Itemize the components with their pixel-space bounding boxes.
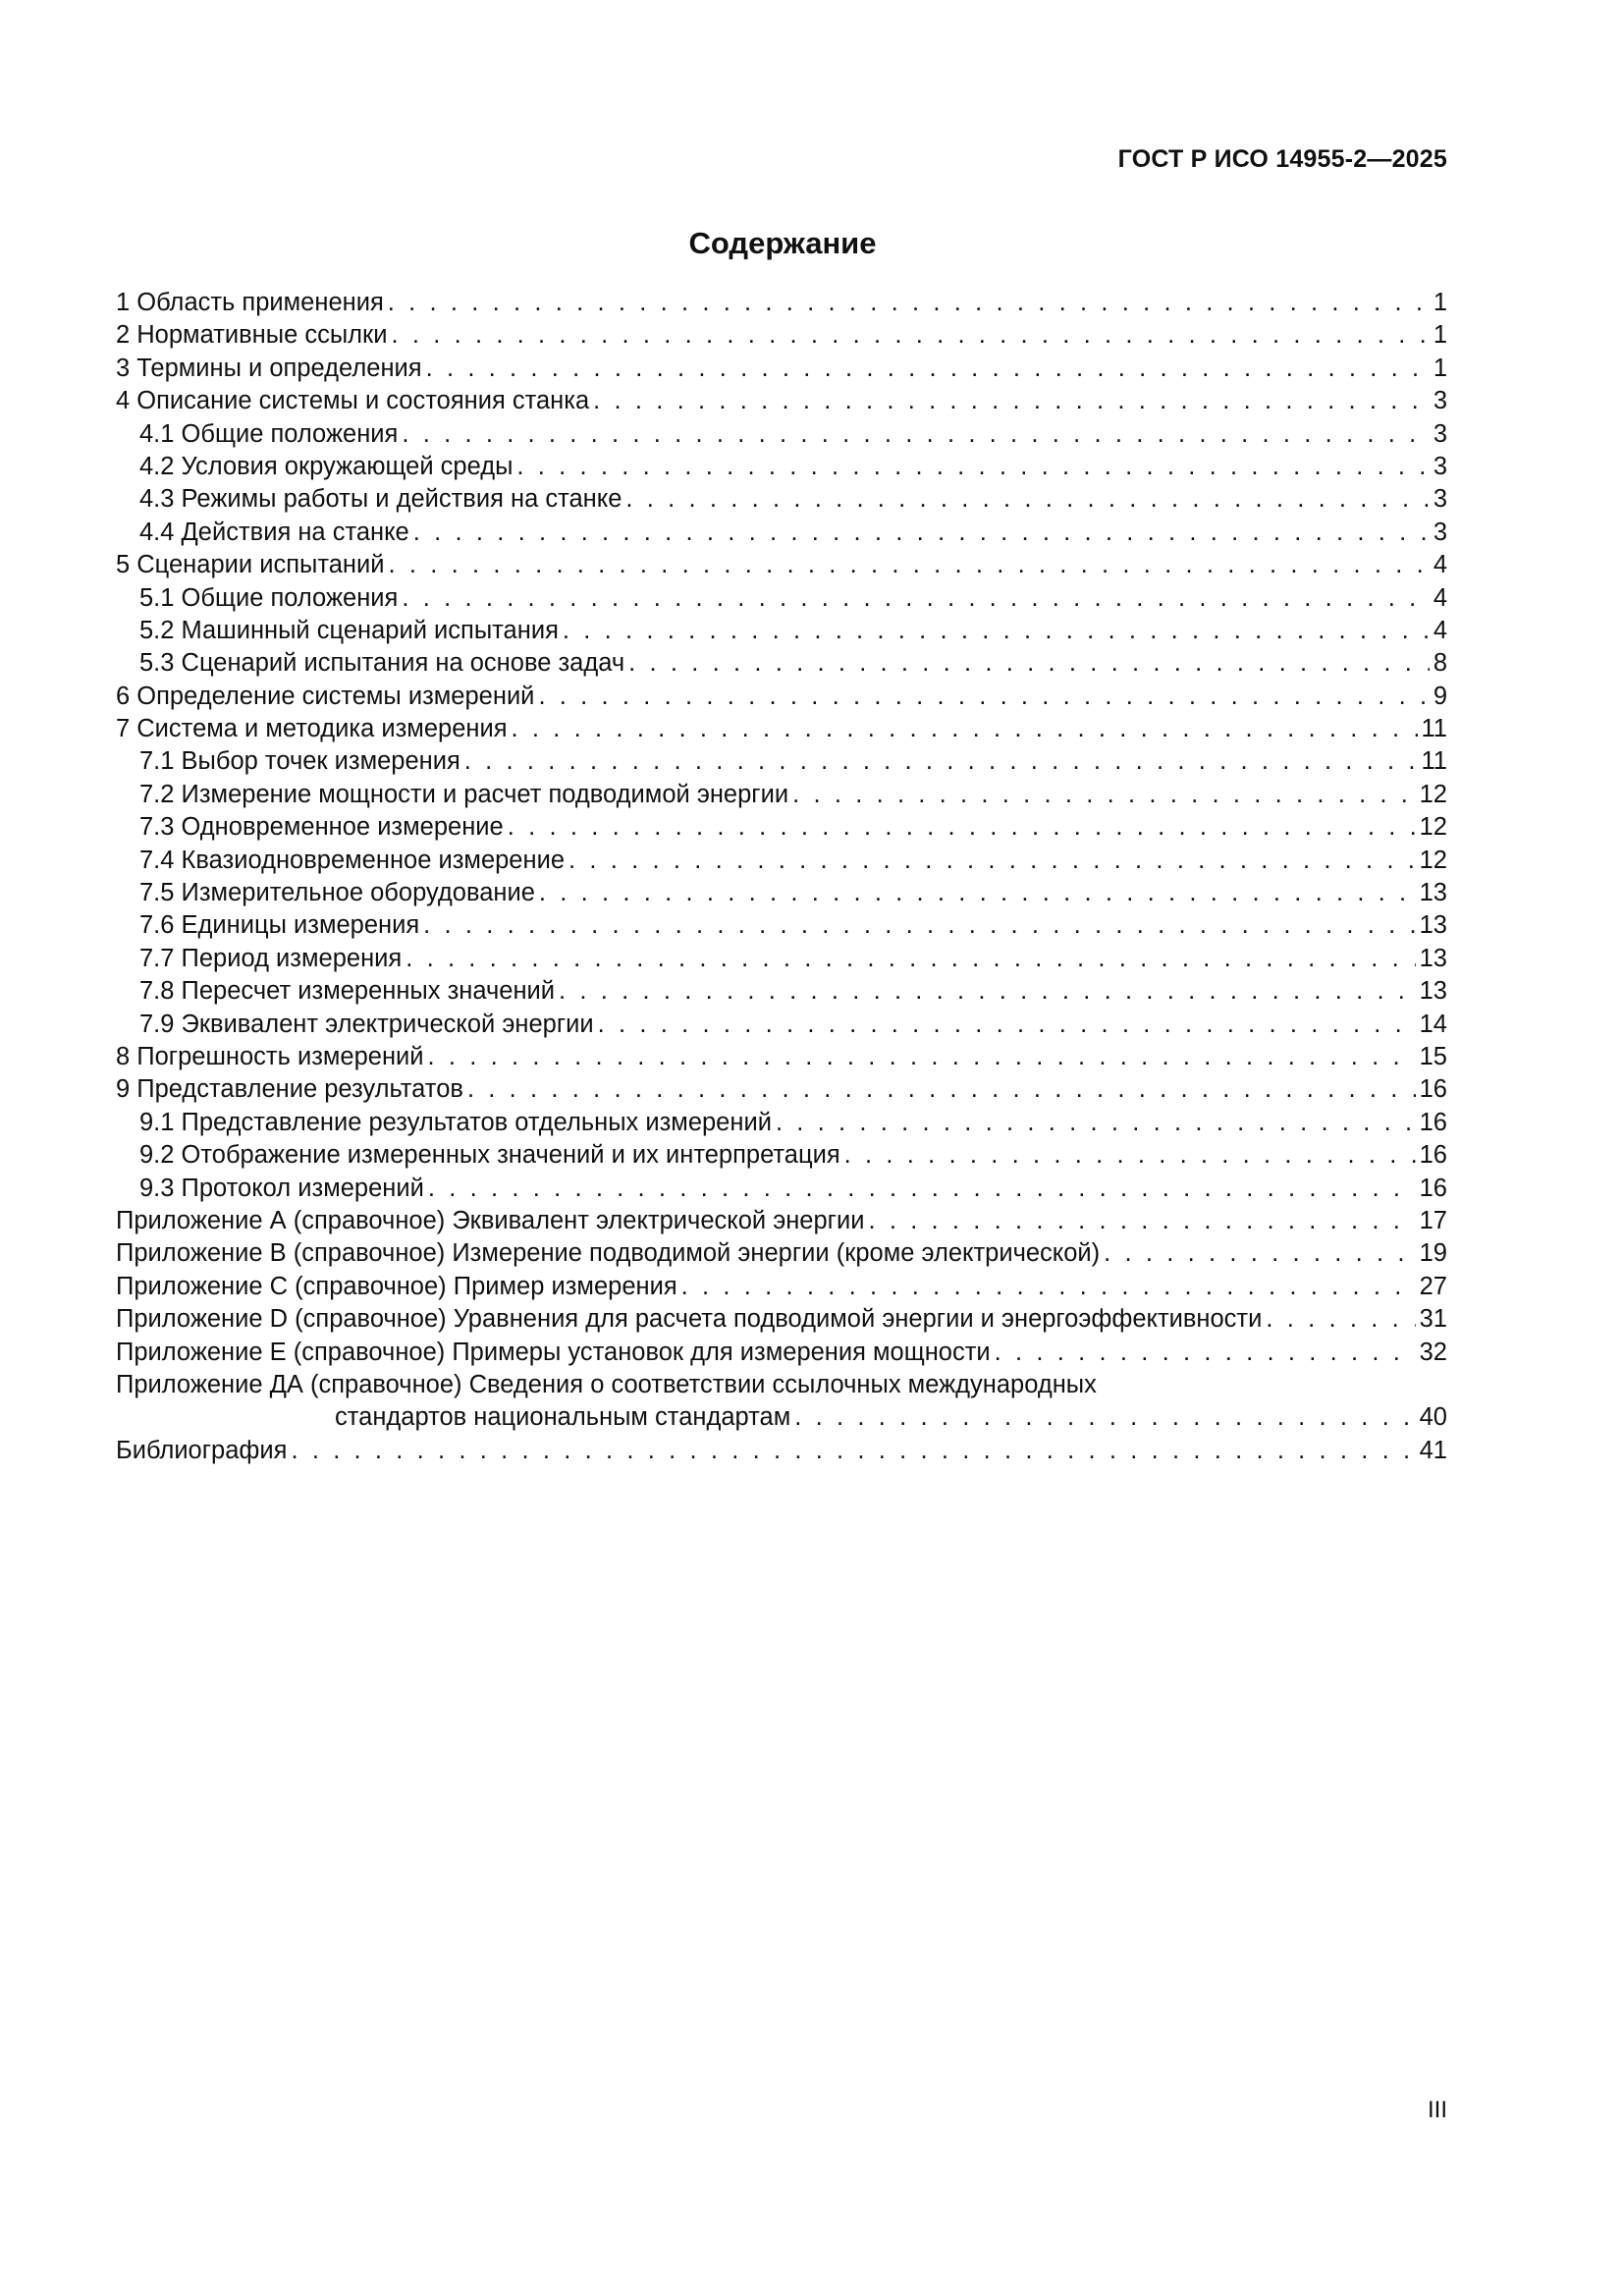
toc-entries <box>116 287 1447 1369</box>
toc-entry-label: 5.2 Машинный сценарий испытания <box>139 615 559 647</box>
toc-entry[interactable] <box>116 1041 1447 1073</box>
toc-entry-page: 13 <box>1419 977 1447 1006</box>
toc-entry[interactable] <box>116 779 1447 811</box>
toc-entry-bibliography[interactable] <box>116 1435 1447 1467</box>
dot-leader <box>868 1205 1415 1237</box>
dot-leader <box>413 517 1430 549</box>
toc-entry[interactable] <box>116 975 1447 1008</box>
toc-entry[interactable] <box>116 1173 1447 1205</box>
dot-leader <box>776 1107 1416 1139</box>
toc-entry-label: 4.3 Режимы работы и действия на станке <box>139 483 622 516</box>
dot-leader <box>402 418 1429 451</box>
toc-entry[interactable] <box>116 287 1447 319</box>
toc-entry[interactable] <box>116 582 1447 615</box>
toc-entry[interactable] <box>116 943 1447 975</box>
toc-entry-label: 5.1 Общие положения <box>139 582 398 615</box>
toc-entry-page: 40 <box>1419 1403 1447 1432</box>
dot-leader <box>794 1401 1415 1434</box>
toc-entry[interactable] <box>116 1337 1447 1369</box>
toc-entry[interactable] <box>116 909 1447 942</box>
toc-entry-label: 8 Погрешность измерений <box>116 1041 424 1073</box>
toc-entry-page: 19 <box>1419 1239 1447 1268</box>
toc-entry[interactable] <box>116 745 1447 778</box>
dot-leader <box>1266 1303 1415 1336</box>
toc-entry-label: 6 Определение системы измерений <box>116 681 534 713</box>
dot-leader <box>628 647 1430 680</box>
dot-leader <box>388 287 1430 319</box>
dot-leader <box>512 713 1418 745</box>
toc-entry-label: 9.1 Представление результатов отдельных измерений <box>139 1107 772 1139</box>
toc-entry[interactable] <box>116 451 1447 483</box>
toc-entry-page: 16 <box>1419 1108 1447 1136</box>
toc-entry-page: 27 <box>1419 1272 1447 1300</box>
toc-entry-label: 7.2 Измерение мощности и расчет подводимой энергии <box>139 779 788 811</box>
dot-leader <box>792 779 1416 811</box>
toc-entry-label: 5 Сценарии испытаний <box>116 549 384 581</box>
dot-leader <box>593 385 1430 417</box>
dot-leader <box>291 1435 1415 1467</box>
toc-entry-page: 31 <box>1419 1305 1447 1334</box>
dot-leader <box>995 1337 1416 1369</box>
toc-entry-label: 7.1 Выбор точек измерения <box>139 745 460 778</box>
toc-title: Содержание <box>688 226 877 260</box>
toc-entry[interactable] <box>116 681 1447 713</box>
document-code: ГОСТ Р ИСО 14955-2—2025 <box>1117 145 1447 173</box>
toc-entry-page: 3 <box>1433 387 1447 415</box>
dot-leader <box>467 1073 1416 1106</box>
toc-entry-page: 12 <box>1419 846 1447 874</box>
toc-entry-page: 16 <box>1419 1141 1447 1170</box>
toc-entry-page: 3 <box>1433 419 1447 448</box>
toc-entry-label: 9.3 Протокол измерений <box>139 1173 424 1205</box>
toc-entry-page: 4 <box>1433 583 1447 612</box>
toc-entry[interactable] <box>116 483 1447 516</box>
toc-entry-page: 15 <box>1419 1042 1447 1070</box>
toc-entry-page: 1 <box>1433 321 1447 350</box>
toc-entry-page: 1 <box>1433 289 1447 316</box>
toc-entry[interactable] <box>116 1271 1447 1303</box>
toc-entry-label: Приложение Е (справочное) Примеры установок для измерения мощности <box>116 1337 991 1369</box>
dot-leader <box>681 1271 1416 1303</box>
table-of-contents <box>116 287 1447 1467</box>
toc-entry[interactable] <box>116 1205 1447 1237</box>
dot-leader <box>1104 1237 1415 1270</box>
toc-entry-label: Библиография <box>116 1435 287 1467</box>
toc-entry-label: 4.4 Действия на станке <box>139 517 409 549</box>
dot-leader <box>423 909 1415 942</box>
toc-entry-label: 4 Описание системы и состояния станка <box>116 385 589 417</box>
toc-entry-page: 13 <box>1419 911 1447 940</box>
toc-entry-page: 14 <box>1419 1010 1447 1038</box>
toc-entry[interactable] <box>116 1303 1447 1336</box>
toc-entry[interactable] <box>116 615 1447 647</box>
toc-entry-page: 17 <box>1419 1206 1447 1234</box>
toc-entry[interactable] <box>116 1009 1447 1041</box>
page-number: III <box>1427 2097 1447 2123</box>
toc-entry-label: 2 Нормативные ссылки <box>116 319 387 352</box>
toc-entry-page: 4 <box>1433 616 1447 644</box>
toc-entry-page: 3 <box>1433 485 1447 514</box>
toc-entry-label: 4.2 Условия окружающей среды <box>139 451 513 483</box>
dot-leader <box>559 975 1416 1008</box>
toc-entry-label-continued: стандартов национальным стандартам <box>335 1401 790 1434</box>
toc-entry-page: 11 <box>1421 747 1447 776</box>
toc-entry-page: 16 <box>1419 1075 1447 1104</box>
toc-entry-label: Приложение ДА (справочное) Сведения о соответствии ссылочных международных <box>116 1370 1097 1398</box>
toc-entry[interactable] <box>116 1139 1447 1172</box>
toc-entry[interactable] <box>116 811 1447 844</box>
toc-entry[interactable] <box>116 647 1447 680</box>
toc-entry-page: 8 <box>1433 649 1447 678</box>
toc-entry[interactable] <box>116 877 1447 909</box>
toc-entry-label: Приложение А (справочное) Эквивалент электрической энергии <box>116 1205 864 1237</box>
dot-leader <box>516 451 1429 483</box>
toc-entry-label: 7.5 Измерительное оборудование <box>139 877 535 909</box>
toc-entry-label: 4.1 Общие положения <box>139 418 398 451</box>
toc-entry-label: Приложение D (справочное) Уравнения для расчета подводимой энергии и энергоэффективности <box>116 1303 1262 1336</box>
toc-entry[interactable] <box>116 385 1447 417</box>
toc-entry-page: 4 <box>1433 551 1447 579</box>
toc-entry-label: 7.8 Пересчет измеренных значений <box>139 975 555 1008</box>
toc-entry[interactable] <box>116 845 1447 877</box>
dot-leader <box>406 943 1415 975</box>
toc-entry-label: 7.7 Период измерения <box>139 943 402 975</box>
toc-entry-label: 7.9 Эквивалент электрической энергии <box>139 1009 594 1041</box>
toc-entry-appendix-da[interactable] <box>116 1369 1447 1435</box>
toc-entry-page: 9 <box>1433 682 1447 710</box>
toc-entry-page: 3 <box>1433 452 1447 480</box>
toc-entry-label: 9.2 Отображение измеренных значений и их интерпретация <box>139 1139 840 1172</box>
toc-entry-page: 11 <box>1421 715 1447 743</box>
toc-entry-page: 16 <box>1419 1174 1447 1202</box>
toc-entry[interactable] <box>116 1237 1447 1270</box>
dot-leader <box>538 681 1429 713</box>
toc-entry-page: 12 <box>1419 813 1447 842</box>
toc-entry[interactable] <box>116 319 1447 352</box>
toc-entry-label: Приложение В (справочное) Измерение подводимой энергии (кроме электрической) <box>116 1237 1100 1270</box>
toc-entry[interactable] <box>116 549 1447 581</box>
dot-leader <box>598 1009 1416 1041</box>
dot-leader <box>844 1139 1416 1172</box>
toc-entry-label: 7.3 Одновременное измерение <box>139 811 504 844</box>
toc-entry-page: 32 <box>1419 1338 1447 1366</box>
toc-entry-page: 41 <box>1419 1436 1447 1464</box>
dot-leader <box>428 1173 1416 1205</box>
toc-entry-label: 7.6 Единицы измерения <box>139 909 419 942</box>
dot-leader <box>426 353 1430 385</box>
toc-entry[interactable] <box>116 1107 1447 1139</box>
toc-entry-label: 5.3 Сценарий испытания на основе задач <box>139 647 624 680</box>
dot-leader <box>508 811 1416 844</box>
dot-leader <box>625 483 1429 516</box>
dot-leader <box>388 549 1429 581</box>
toc-entry-label: 9 Представление результатов <box>116 1073 463 1106</box>
toc-entry-page: 13 <box>1419 879 1447 907</box>
toc-entry[interactable] <box>116 713 1447 745</box>
toc-entry[interactable] <box>116 353 1447 385</box>
toc-entry-page: 1 <box>1433 354 1447 382</box>
dot-leader <box>402 582 1429 615</box>
toc-entry-page: 3 <box>1433 518 1447 546</box>
dot-leader <box>568 845 1416 877</box>
dot-leader <box>539 877 1416 909</box>
toc-entry[interactable] <box>116 418 1447 451</box>
toc-entry-page: 13 <box>1419 944 1447 972</box>
toc-entry-label: 1 Область применения <box>116 287 384 319</box>
dot-leader <box>391 319 1429 352</box>
toc-entry-label: 7 Система и методика измерения <box>116 713 508 745</box>
toc-entry-label: 3 Термины и определения <box>116 353 422 385</box>
dot-leader <box>563 615 1430 647</box>
toc-entry[interactable] <box>116 1073 1447 1106</box>
dot-leader <box>464 745 1418 778</box>
toc-entry-page: 12 <box>1419 780 1447 808</box>
toc-entry-label: Приложение С (справочное) Пример измерения <box>116 1271 677 1303</box>
toc-entry[interactable] <box>116 517 1447 549</box>
toc-entry-label: 7.4 Квазиодновременное измерение <box>139 845 565 877</box>
dot-leader <box>428 1041 1416 1073</box>
